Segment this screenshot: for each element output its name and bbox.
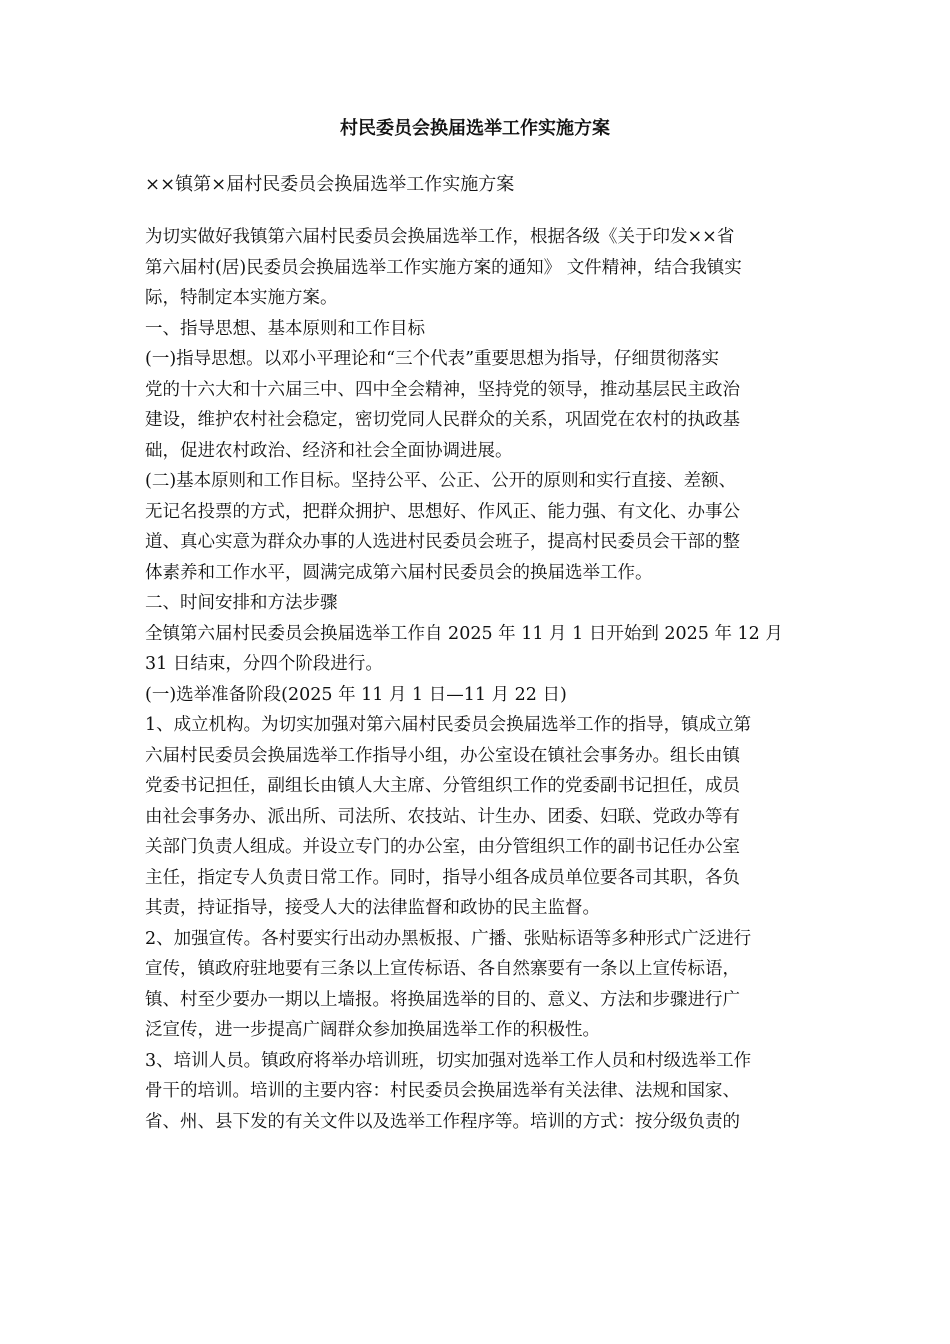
section-heading-1: 一、指导思想、基本原则和工作目标 (145, 318, 425, 339)
subsection-heading-preparation: (一)选举准备阶段(2025 年 11 月 1 日—11 月 22 日) (145, 684, 567, 705)
paragraph-guiding-ideology: (一)指导思想。以邓小平理论和“三个代表”重要思想为指导，仔细贯彻落实 党的十六大和十六届三中、四中全会精神，坚持党的领导，推动基层民主政治 建设，维护农村社会稳定，密切党同人民群众的关系，巩固党在农村的执政基 础，促进农村政治、经济和社会全面协调进展。 (145, 349, 740, 461)
paragraph-training: 3、培训人员。镇政府将举办培训班，切实加强对选举工作人员和村级选举工作 骨干的培训。培训的主要内容：村民委员会换届选举有关法律、法规和国家、 省、州、县下发的有关文件以及选举工作程序等。培训的方式：按分级负责的 (145, 1050, 752, 1132)
section-heading-2: 二、时间安排和方法步骤 (145, 593, 338, 613)
document-subtitle: ××镇第×届村民委员会换届选举工作实施方案 (145, 174, 515, 195)
paragraph-schedule: 全镇第六届村民委员会换届选举工作自 2025 年 11 月 1 日开始到 2025 年 12 月 31 日结束，分四个阶段进行。 (145, 623, 783, 674)
paragraph-basic-principles: (二)基本原则和工作目标。坚持公平、公正、公开的原则和实行直接、差额、 无记名投票的方式，把群众拥护、思想好、作风正、能力强、有文化、办事公 道、真心实意为群众办事的人选进村民委员会班子，提高村民委员会干部的整 体素养和工作水平，圆满完成第六届村民委员会的换届选举工作。 (145, 471, 740, 583)
paragraph-publicity: 2、加强宣传。各村要实行出动办黑板报、广播、张贴标语等多种形式广泛进行 宣传，镇政府驻地要有三条以上宣传标语、各自然寨要有一条以上宣传标语， 镇、村至少要办一期以上墙报。将换届选举的目的、意义、方法和步骤进行广 泛宣传，进一步提高广阔群众参加换届选举工作的积极性。 (145, 928, 752, 1040)
document-body (145, 222, 805, 1137)
paragraph-establish-organization: 1、成立机构。为切实加强对第六届村民委员会换届选举工作的指导，镇成立第 六届村民委员会换届选举工作指导小组，办公室设在镇社会事务办。组长由镇 党委书记担任，副组长由镇人大主席、分管组织工作的党委副书记担任，成员 由社会事务办、派出所、司法所、农技站、计生办、团委、妇联、党政办等有 关部门负责人组成。并设立专门的办公室，由分管组织工作的副书记任办公室 主任，指定专人负责日常工作。同时，指导小组各成员单位要各司其职，各负 其责，持证指导，接受人大的法律监督和政协的民主监督。 (145, 715, 752, 918)
document-title: 村民委员会换届选举工作实施方案 (340, 118, 610, 139)
paragraph-intro: 为切实做好我镇第六届村民委员会换届选举工作，根据各级《关于印发××省 第六届村(居)民委员会换届选举工作实施方案的通知》 文件精神，结合我镇实 际，特制定本实施方案。 (145, 227, 742, 308)
